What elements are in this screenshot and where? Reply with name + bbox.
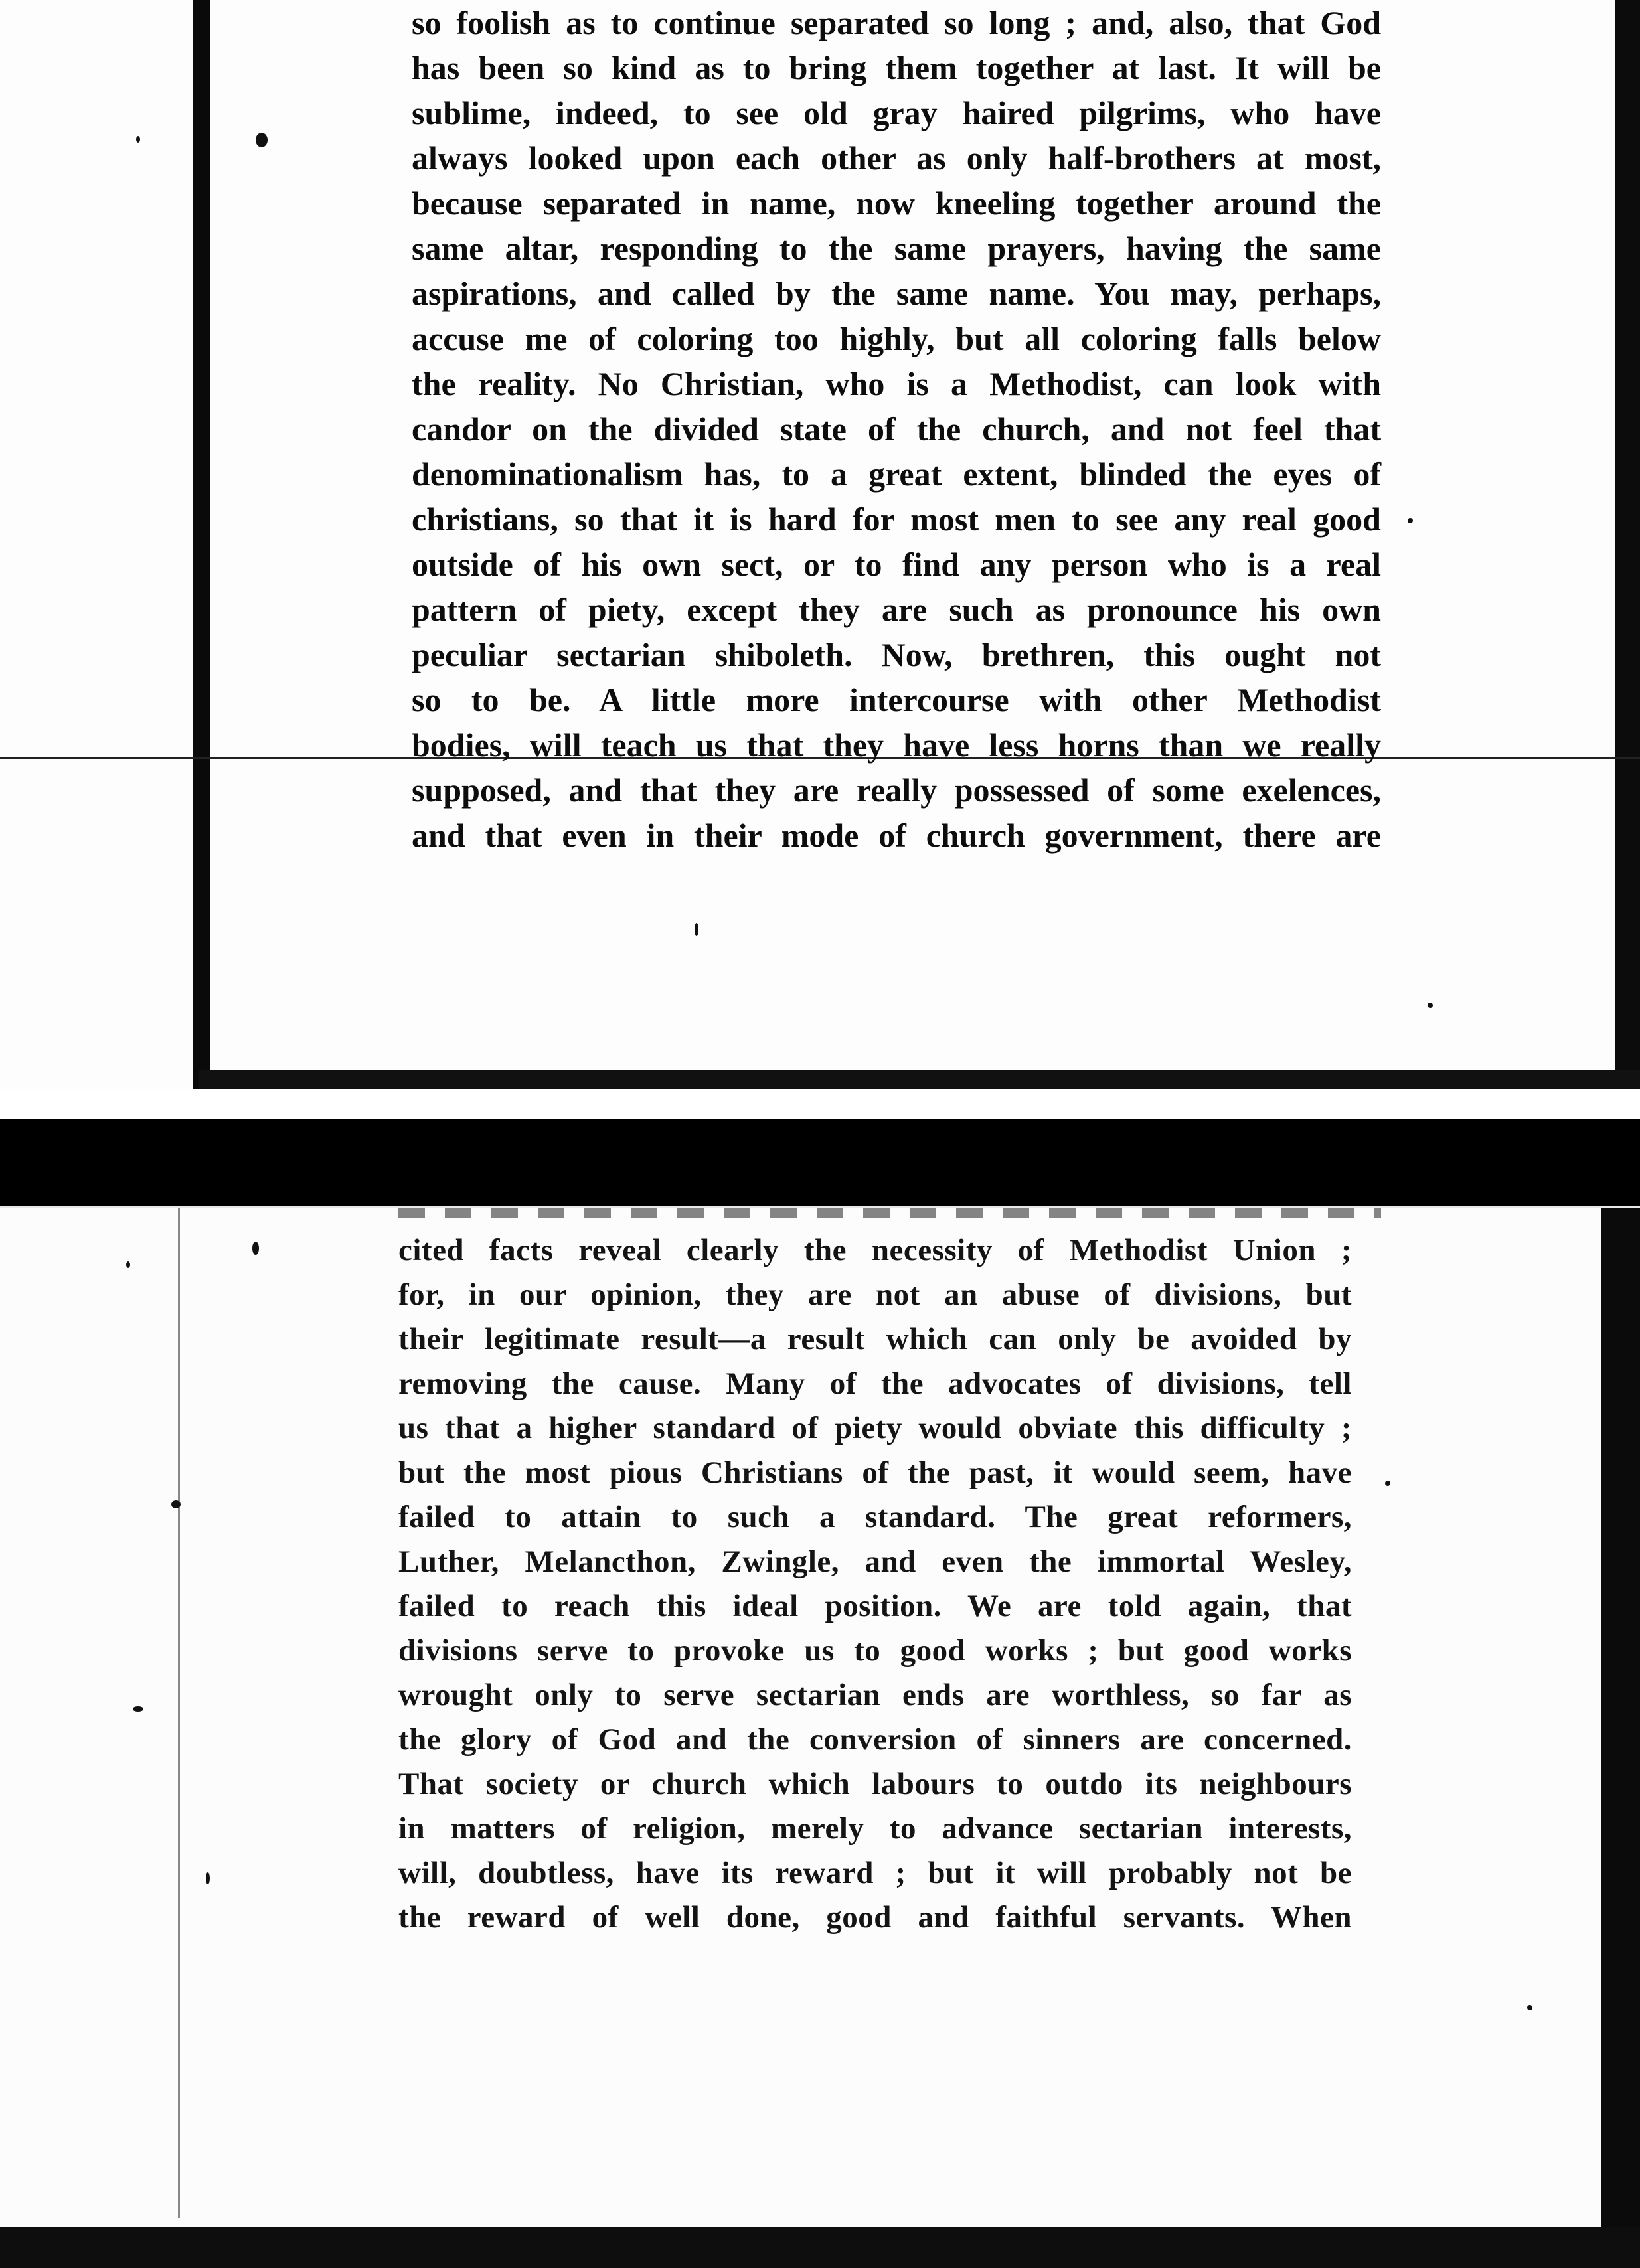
bottom-page-frame [0,1208,1640,2268]
text-line: always looked upon each other as only half-brothers at most, [412,139,1381,177]
text-line: the reality. No Christian, who is a Methodist, can look with [412,365,1381,402]
text-line: aspirations, and called by the same name. You may, perhaps, [412,275,1381,312]
text-line: same altar, responding to the same prayers, having the same [412,230,1381,267]
text-line: and that even in their mode of church government, there are [412,817,1381,854]
scan-dust [256,133,268,147]
text-line: supposed, and that they are really possessed of some exelences, [412,771,1381,809]
text-line: in matters of religion, merely to advance sectarian interests, [398,1811,1352,1846]
text-line: accuse me of coloring too highly, but all coloring falls below [412,320,1381,357]
bottom-page-edge [0,2227,1640,2268]
top-page-text [412,0,1381,858]
left-margin-rule [193,0,210,1089]
text-line: cited facts reveal clearly the necessity of Methodist Union ; [398,1233,1352,1267]
scan-dust [133,1706,143,1712]
text-line: candor on the divided state of the church, and not feel that [412,410,1381,447]
scan-dust [1408,518,1413,523]
text-line: christians, so that it is hard for most men to see any real good [412,501,1381,538]
bottom-page-text [398,1228,1352,1940]
text-line: so to be. A little more intercourse with other Methodist [412,681,1381,718]
frame-gap [0,1089,1640,1119]
text-line: for, in our opinion, they are not an abuse of divisions, but [398,1277,1352,1312]
text-line: failed to reach this ideal position. We are told again, that [398,1589,1352,1623]
text-line: so foolish as to continue separated so long ; and, also, that God [412,4,1381,41]
scan-dust [1527,2005,1532,2010]
top-page-frame [0,0,1640,1089]
scan-dust [136,136,140,143]
text-line: will, doubtless, have its reward ; but it will probably not be [398,1856,1352,1890]
text-line: peculiar sectarian shiboleth. Now, brethren, this ought not [412,636,1381,673]
text-line: has been so kind as to bring them together at last. It will be [412,49,1381,86]
text-line: That society or church which labours to outdo its neighbours [398,1767,1352,1801]
scan-dust [206,1872,210,1884]
scan-dust [1385,1481,1390,1486]
right-page-edge [1615,0,1640,1089]
scan-dust [171,1500,181,1508]
text-line: their legitimate result—a result which can only be avoided by [398,1322,1352,1356]
text-line: because separated in name, now kneeling together around the [412,185,1381,222]
text-line: outside of his own sect, or to find any person who is a real [412,546,1381,583]
text-line: but the most pious Christians of the past, it would seem, have [398,1455,1352,1490]
cut-off-text-line [398,1208,1381,1218]
text-line: sublime, indeed, to see old gray haired pilgrims, who have [412,94,1381,131]
bottom-page-edge [199,1070,1640,1089]
right-page-edge [1601,1208,1640,2268]
left-margin-rule [178,1208,180,2218]
scan-dust [695,923,698,936]
text-line: Luther, Melancthon, Zwingle, and even the immortal Wesley, [398,1544,1352,1579]
scan-dust [252,1242,259,1255]
frame-separator-band [0,1119,1640,1208]
text-line: denominationalism has, to a great extent, blinded the eyes of [412,455,1381,493]
text-line: pattern of piety, except they are such as pronounce his own [412,591,1381,628]
scan-dust [126,1261,130,1268]
text-line: wrought only to serve sectarian ends are worthless, so far as [398,1678,1352,1712]
text-line: the glory of God and the conversion of sinners are concerned. [398,1722,1352,1757]
text-line: us that a higher standard of piety would obviate this difficulty ; [398,1411,1352,1445]
scan-dust [1428,1003,1433,1008]
text-line: bodies, will teach us that they have less horns than we really [412,726,1381,764]
text-line: divisions serve to provoke us to good works ; but good works [398,1633,1352,1668]
text-line: removing the cause. Many of the advocates of divisions, tell [398,1366,1352,1401]
text-line: failed to attain to such a standard. The great reformers, [398,1500,1352,1534]
text-line: the reward of well done, good and faithful servants. When [398,1900,1352,1935]
